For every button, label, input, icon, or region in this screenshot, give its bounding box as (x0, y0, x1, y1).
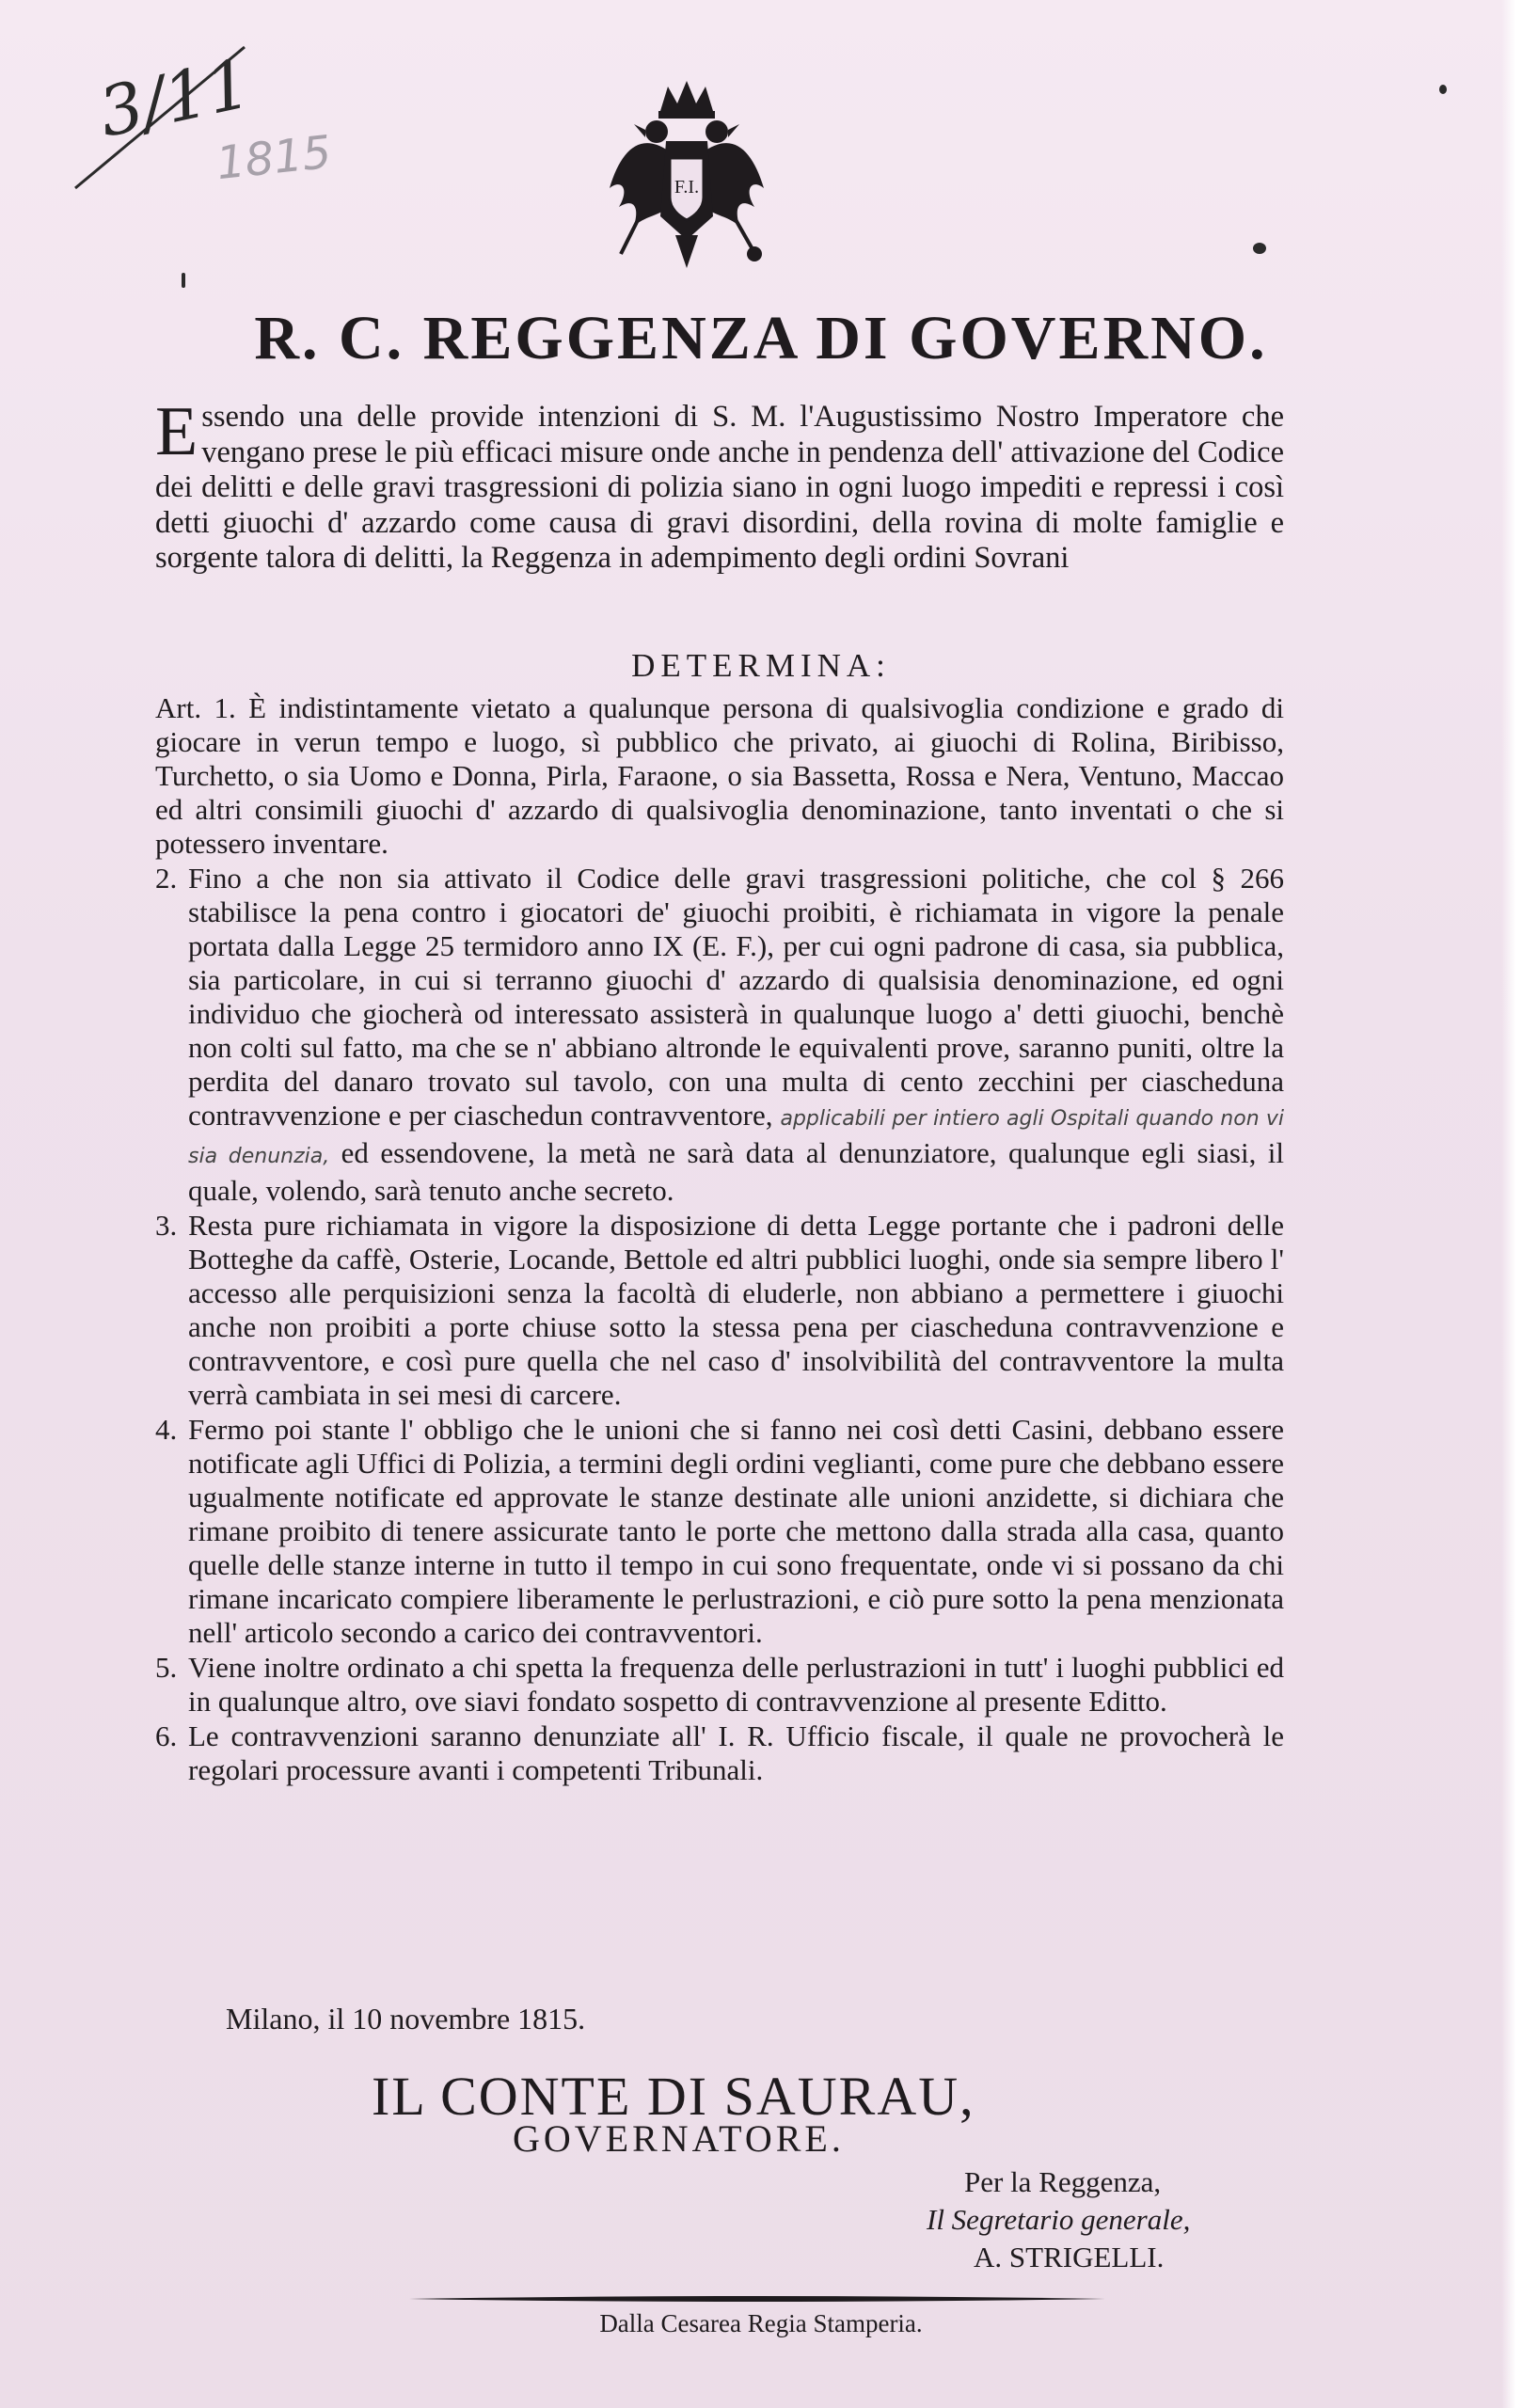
secretary-block (927, 2163, 1265, 2276)
signer-role: GOVERNATORE. (513, 2117, 845, 2160)
pencil-year-note: 1815 (214, 125, 334, 191)
coat-of-arms-monogram: F.I. (674, 177, 700, 198)
ink-speck (1253, 243, 1266, 254)
ink-speck (182, 273, 185, 288)
article-text: Fermo poi stante l' obbligo che le unioni che si fanno nei così detti Casini, debbano essere notificate agli Uffici di Polizia, a termini degli ordini veglianti, come pure che debbano essere ugualmente notificate ed approvate le stanze destinate alle unioni anzidette, si dichiara che rimane proibito di tenere assicurate tanto le porte che mettono dalla strada alla casa, quanto quelle delle stanze interne in tutto il tempo in cui sono frequentate, onde vi si possano da chi rimane incaricato compiere liberamente le perlustrazioni, e ciò pure sotto la pena menzionata nell' articolo secondo a carico dei contravventori. (188, 1413, 1284, 1649)
article-text: È indistintamente vietato a qualunque persona di qualsivoglia condizione e grado di giocare in verun tempo e luogo, sì pubblico che privato, ai giuochi di Rolina, Biribisso, Turchetto, o sia Uomo e Donna, Pirla, Faraone, o sia Bassetta, Rossa e Nera, Ventuno, Maccao ed altri consimili giuochi d' azzardo di qualsivoglia denominazione, tanto inventati o che si potessero inventare. (155, 691, 1285, 860)
articles-list (155, 691, 1284, 1788)
place-and-date: Milano, il 10 novembre 1815. (226, 2002, 586, 2036)
intro-text: ssendo una delle provide intenzioni di S. M. l'Augustissimo Nostro Imperatore che vengano prese le più efficaci misure onde anche in pendenza dell' attivazione del Codice dei delitti e delle gravi trasgressioni di polizia siano in ogni luogo impediti e repressi i così detti giuochi d' azzardo come causa di gravi disordini, della rovina di molte famiglie e sorgente talora di delitti, la Reggenza in adempimento degli ordini Sovrani (155, 400, 1284, 575)
article-text-end: ed essendovene, la metà ne sarà data al denunziatore, qualunque egli siasi, il quale, volendo, sarà tenuto anche secreto. (188, 1136, 1285, 1207)
secretary-line-3: A. STRIGELLI. (974, 2241, 1165, 2273)
article-number: Art. 1. (155, 691, 236, 724)
secretary-line-2: Il Segretario generale, (927, 2203, 1191, 2236)
handwritten-insert: applicabili per intiero agli Ospitali quando non vi sia denunzia, (188, 1107, 1285, 1168)
article-text: Fino a che non sia attivato il Codice delle gravi trasgressioni politiche, che col § 266 stabilisce la pena contro i giocatori de' giuochi proibiti, è richiamata in vigore la penale portata dalla Legge 25 termidoro anno IX (E. F.), per cui ogni padrone di casa, sia pubblica, sia particolare, in cui si terranno giuochi d' azzardo di qualsisia denominazione, ed ogni individuo che giocherà od interessato assisterà in qualunque luogo a' detti giuochi, benchè non colti sul fatto, ma che se n' abbiano altronde le equivalenti prove, saranno puniti, oltre la perdita del danaro trovato sul tavolo, con una multa di cento zecchini per ciascheduna contravvenzione e per ciaschedun contravventore, (188, 862, 1284, 1132)
handwritten-number: 3/11 (92, 43, 258, 152)
article-3 (155, 1209, 1284, 1412)
article-number: 5. (155, 1651, 178, 1684)
determina-heading: DETERMINA: (631, 647, 891, 684)
article-text: Resta pure richiamata in vigore la disposizione di detta Legge portante che i padroni delle Botteghe da caffè, Osterie, Locande, Bettole ed altri pubblici luoghi, onde sia sempre libero l' accesso alle perquisizioni senza la facoltà di eluderle, non abbiano a permettere i giuochi anche non proibiti a porte chiuse sotto la stessa pena per ciascheduna contravvenzione e contravventore, e così pure quella che nel caso d' insolvibilità del contravventore la multa verrà cambiata in sei mesi di carcere. (188, 1209, 1284, 1411)
article-6 (155, 1719, 1284, 1787)
article-number: 4. (155, 1413, 178, 1446)
document-title: R. C. REGGENZA DI GOVERNO. (254, 304, 1268, 372)
article-number: 3. (155, 1209, 178, 1242)
article-2 (155, 862, 1284, 1208)
drop-cap: E (155, 393, 198, 470)
article-number: 2. (155, 862, 178, 895)
decorative-rule (409, 2295, 1105, 2303)
secretary-line-1: Per la Reggenza, (964, 2165, 1162, 2198)
article-number: 6. (155, 1719, 178, 1752)
ink-speck (1439, 85, 1447, 94)
intro-paragraph (155, 393, 1284, 577)
article-text: Le contravvenzioni saranno denunziate all' I. R. Ufficio fiscale, il quale ne provocherà le regolari processure avanti i competenti Tribunali. (188, 1719, 1284, 1786)
signer-name: IL CONTE DI SAURAU, (372, 2066, 975, 2127)
article-5 (155, 1651, 1284, 1719)
printer-imprint: Dalla Cesarea Regia Stamperia. (599, 2309, 923, 2337)
article-text: Viene inoltre ordinato a chi spetta la frequenza delle perlustrazioni in tutt' i luoghi pubblici ed in qualunque altro, ove siavi fondato sospetto di contravvenzione al presente Editto. (188, 1651, 1284, 1718)
article-1 (155, 691, 1284, 861)
double-headed-eagle-coat-of-arms-icon (602, 75, 771, 282)
article-4 (155, 1413, 1284, 1650)
